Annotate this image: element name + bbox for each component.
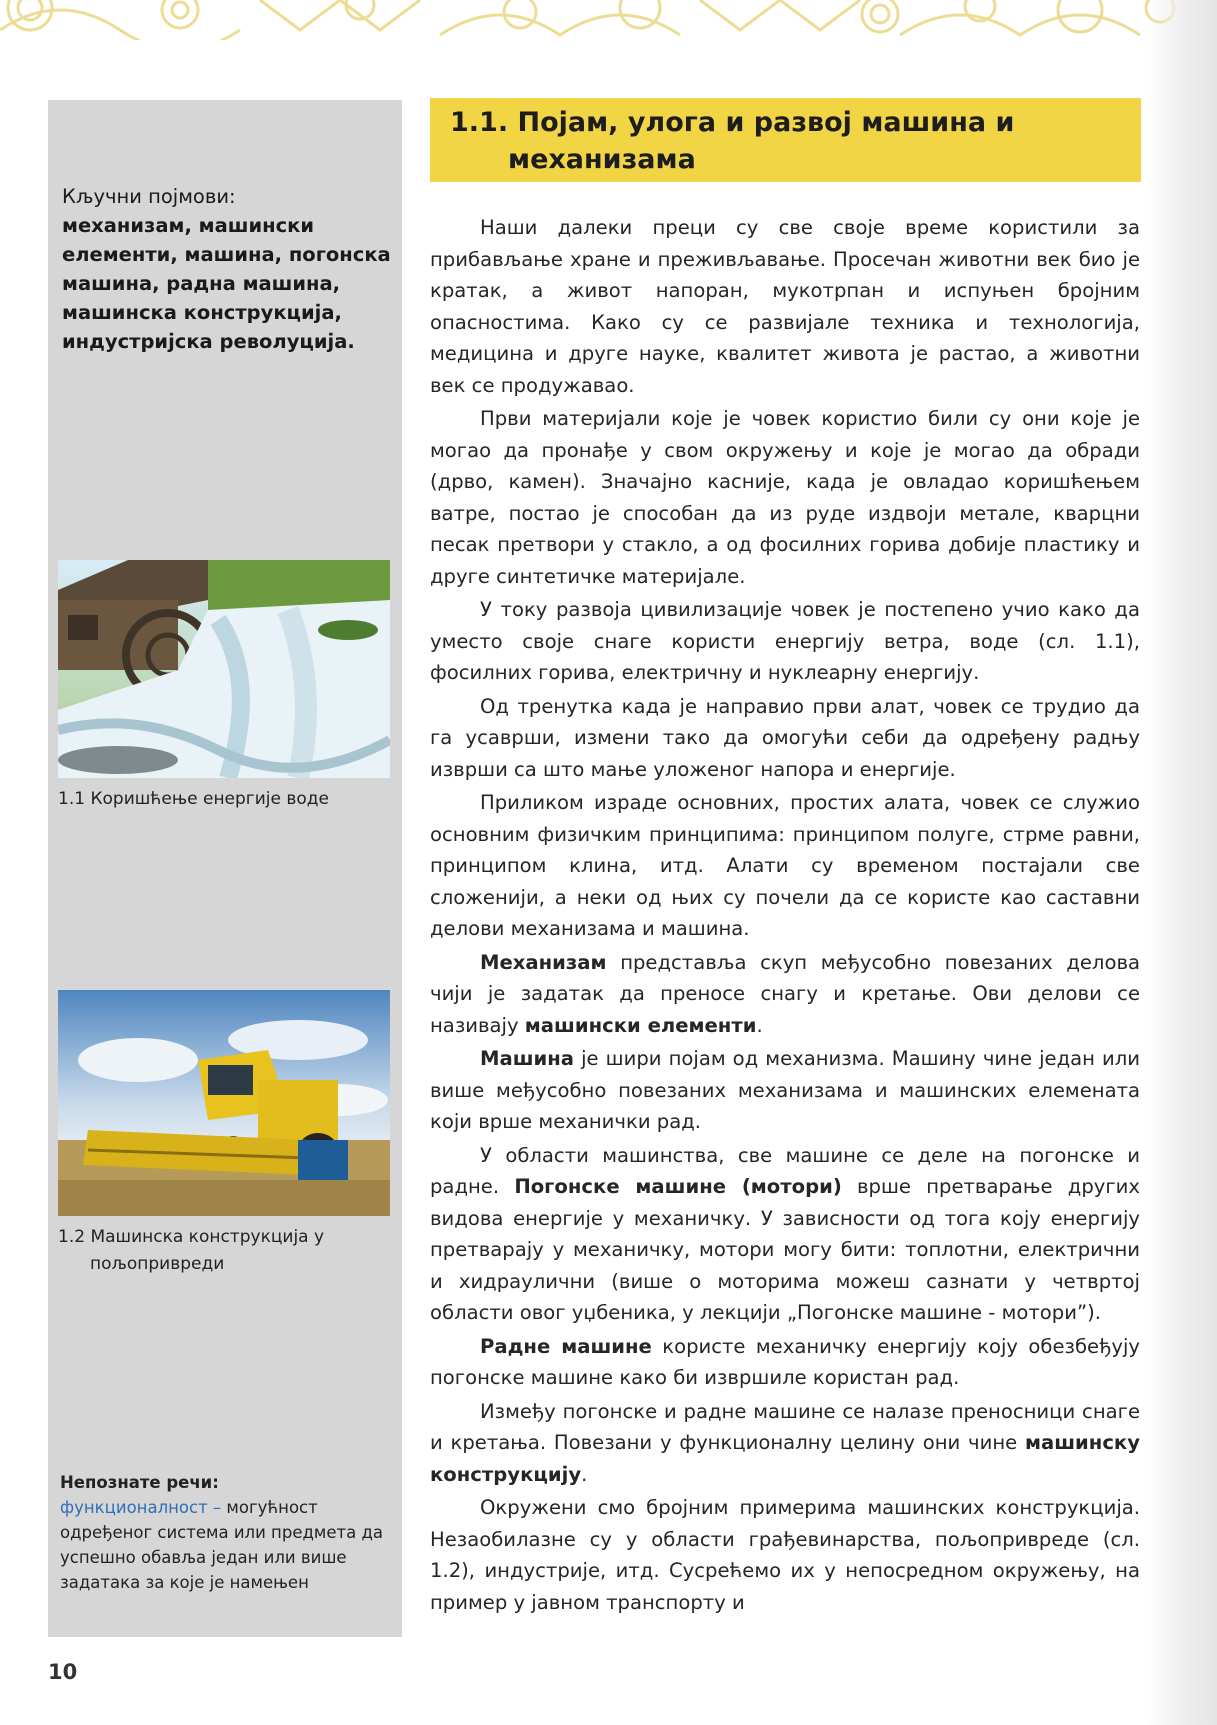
unknown-word-definition: могућност одређеног система или предмета да успешно обавља један или више задатака за које је намењен: [60, 1498, 383, 1592]
header-ornament: [0, 0, 1217, 40]
figure1-caption: 1.1 Коришћење енергије воде: [58, 789, 330, 809]
section-title-bar: [430, 98, 1141, 182]
unknown-word-entry: [60, 1495, 394, 1595]
water-mill-photo: [58, 560, 390, 778]
paragraph-3: У току развоја цивилизације човек је постепено учио како да уместо своје снаге користи енергију ветра, воде (сл. 1.1), фосилних горива, електричну и нуклеарну енергију.: [430, 598, 1140, 684]
term-mechanism: Механизам: [480, 950, 607, 974]
body-text: [430, 212, 1140, 1620]
term-machine-elements: машински елементи: [524, 1013, 757, 1037]
figure2-caption-line2: пољопривреди: [90, 1254, 225, 1274]
key-terms-list: механизам, машински елементи, машина, погонска машина, радна машина, машинска конструкција, индустријска револуција.: [62, 214, 391, 353]
unknown-words-box: [60, 1470, 394, 1595]
unknown-words-title: Непознате речи:: [60, 1473, 219, 1492]
section-title: [450, 104, 1130, 178]
term-machine: Машина: [480, 1047, 575, 1070]
term-machine-construction: машинску конструкцију: [430, 1431, 1140, 1486]
key-terms-box: [62, 182, 392, 356]
figure-harvester: [58, 990, 390, 1278]
term-work-machines: Радне машине: [480, 1334, 652, 1358]
figure2-caption-line1: 1.2 Машинска конструкција у: [58, 1227, 325, 1247]
paragraph-10: Између погонске и радне машине се налазе преносници снаге и кретања. Повезани у функционалну целину они чине машинску конструкцију.: [430, 1399, 1140, 1486]
paragraph-2: Први материјали које је човек користио били су они које је могао да пронађе у свом окружењу и које је могао да обради (дрво, камен). Значајно касније, када је овладао коришћењем ватре, постао је способан да из руде издвоји метале, кварцни песак претвори у стакло, а од фосилних горива добије пластику и друге синтетичке материјале.: [430, 407, 1140, 588]
key-terms-title: Кључни појмови:: [62, 185, 236, 208]
paragraph-9: Радне машине користе механичку енергију коју обезбеђују погонске машине како би извршиле користан рад.: [430, 1334, 1140, 1389]
harvester-photo: [58, 990, 390, 1216]
unknown-word-term: функционалност –: [60, 1498, 222, 1517]
figure-water-mill: [58, 560, 390, 813]
section-title-line1: 1.1. Појам, улога и развој машина и: [450, 107, 1015, 138]
paragraph-5: Приликом израде основних, простих алата, човек се служио основним физичким принципима: принципом полуге, стрме равни, принципом клина, итд. Алати су временом постајали све сложенији, а неки од њих су почели да се користе као саставни делови механизама и машина.: [430, 791, 1140, 940]
page-number: 10: [48, 1660, 78, 1684]
term-drive-machines: Погонске машине (мотори): [514, 1175, 842, 1198]
paragraph-11: Окружени смо бројним примерима машинских конструкција. Незаобилазне су у области грађевинарства, пољопривреде (сл. 1.2), индустрије, итд. Сусрећемо их у непосредном окружењу, на пример у јавном транспорту и: [430, 1496, 1140, 1614]
paragraph-6: Механизам представља скуп међусобно повезаних делова чији је задатак да преносе снагу и кретање. Ови делови се називају машински елементи.: [430, 950, 1140, 1037]
page-edge-shadow: [1147, 0, 1217, 1725]
sidebar-panel: [48, 100, 402, 1637]
paragraph-1: Наши далеки преци су све своје време користили за прибављање хране и преживљавање. Просечан животни век био је кратак, а живот напоран, мукотрпан и испуњен бројним опасностима. Како су се развијале техника и технологија, медицина и друге науке, квалитет живота је растао, а животни век се продужавао.: [430, 216, 1140, 397]
paragraph-8: У области машинства, све машине се деле на погонске и радне. Погонске машине (мотори) врше претварање других видова енергије у механичку. У зависности од тога коју енергију претварају у механичку, мотори могу бити: топлотни, електрични и хидраулични (више о моторима можеш сазнати у четвртој области овог уџбеника, у лекцији „Погонске машине - мотори”).: [430, 1143, 1140, 1324]
figure2-caption: [58, 1224, 390, 1278]
paragraph-4: Од тренутка када је направио први алат, човек се трудио да га усаврши, измени тако да омогући себи да одређену радњу изврши са што мање уложеног напора и енергије.: [430, 694, 1140, 781]
section-title-line2: механизама: [508, 144, 696, 175]
paragraph-7: Машина је шири појам од механизма. Машину чине један или више међусобно повезаних механизама и машинских елемената који врше механички рад.: [430, 1047, 1140, 1133]
